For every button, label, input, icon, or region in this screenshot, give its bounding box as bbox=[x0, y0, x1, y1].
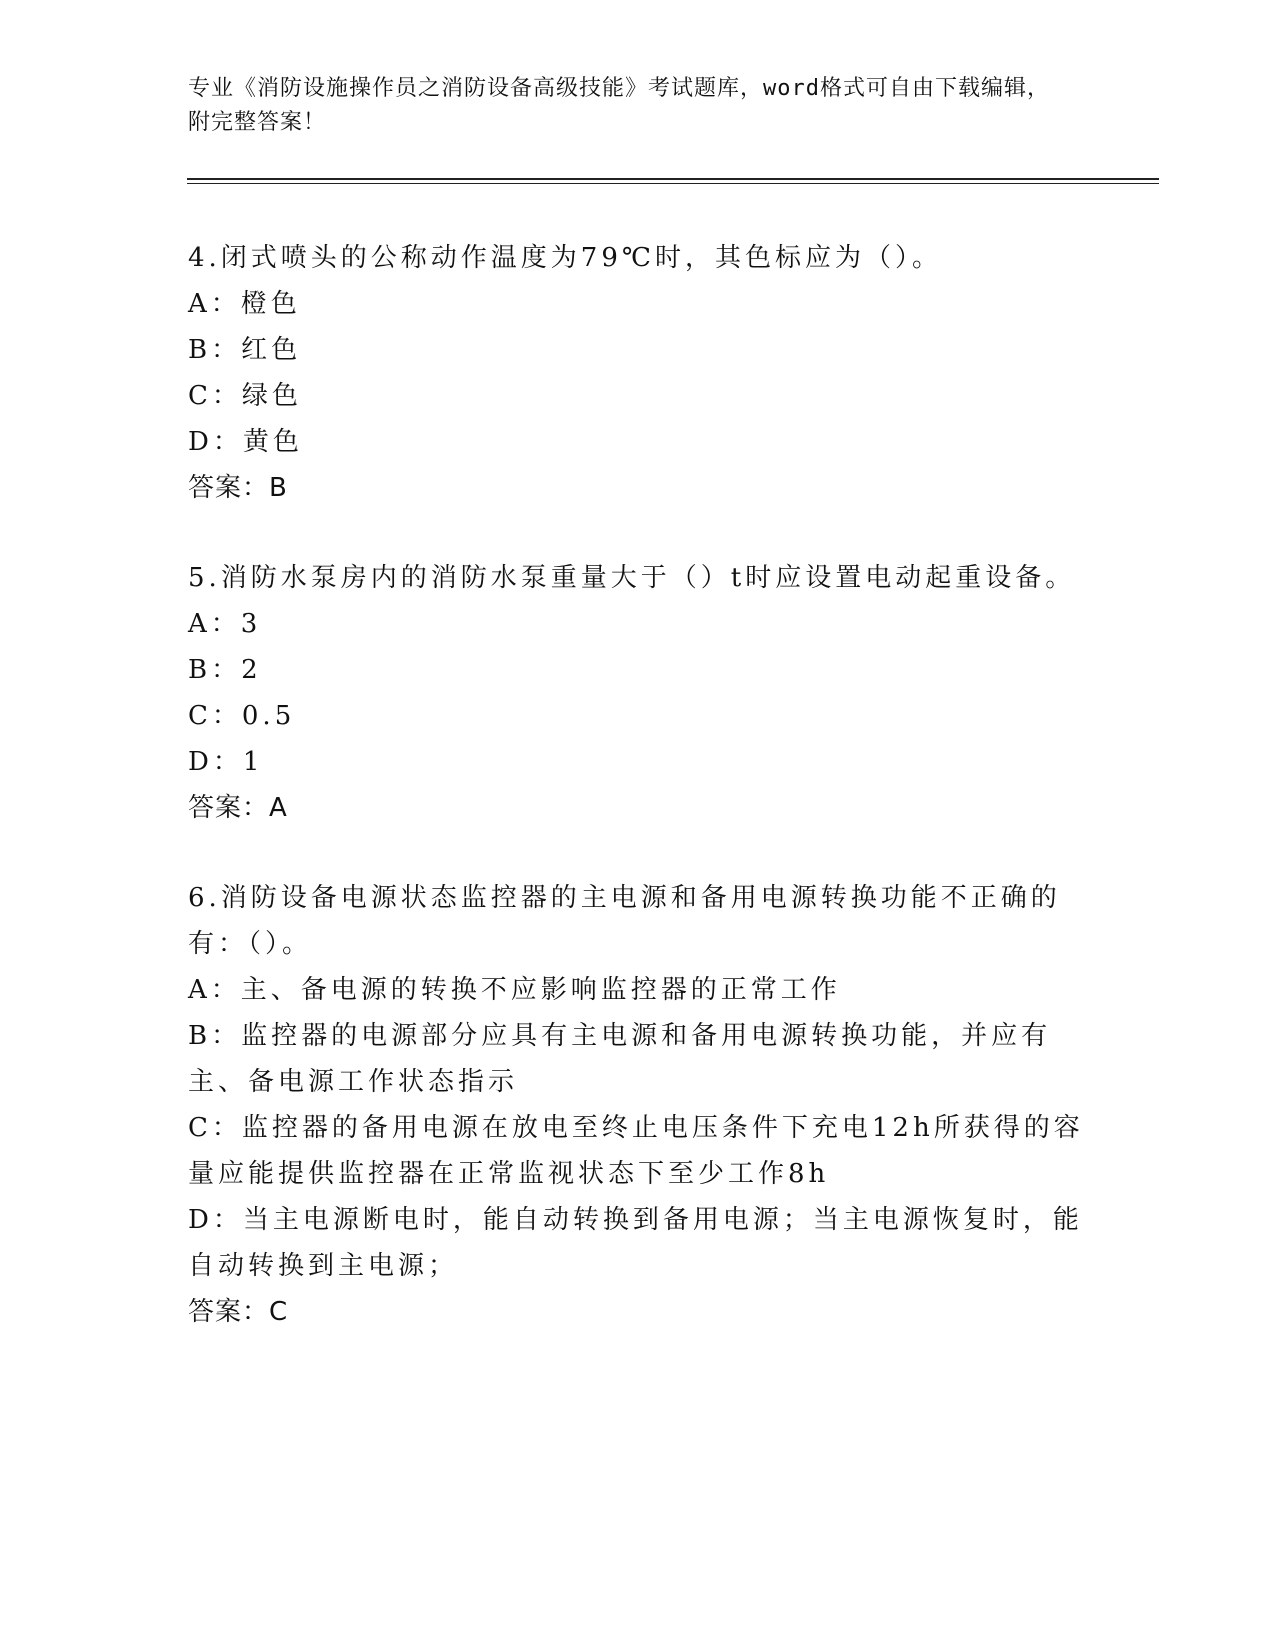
option-b: B：监控器的电源部分应具有主电源和备用电源转换功能，并应有主、备电源工作状态指示 bbox=[188, 1021, 1052, 1097]
answer: 答案：B bbox=[188, 473, 288, 503]
option-c: C：绿色 bbox=[188, 381, 302, 411]
option-a: A：橙色 bbox=[188, 289, 301, 319]
document-header: 专业《消防设施操作员之消防设备高级技能》考试题库，word格式可自由下载编辑，附完整答案！ bbox=[188, 76, 1050, 135]
option-b: B：红色 bbox=[188, 335, 302, 365]
option-d: D：1 bbox=[188, 747, 264, 777]
option-c: C：0.5 bbox=[188, 701, 296, 731]
option-c: C：监控器的备用电源在放电至终止电压条件下充电12h所获得的容量应能提供监控器在正常监视状态下至少工作8h bbox=[188, 1113, 1084, 1189]
option-b: B：2 bbox=[188, 655, 262, 685]
option-d: D：黄色 bbox=[188, 427, 303, 457]
question-4 bbox=[188, 235, 1088, 511]
answer: 答案：A bbox=[188, 793, 288, 823]
option-a: A：主、备电源的转换不应影响监控器的正常工作 bbox=[188, 975, 841, 1005]
question-6 bbox=[188, 875, 1088, 1335]
question-stem: 6.消防设备电源状态监控器的主电源和备用电源转换功能不正确的有：（）。 bbox=[188, 883, 1061, 959]
option-d: D：当主电源断电时，能自动转换到备用电源；当主电源恢复时，能自动转换到主电源； bbox=[188, 1205, 1083, 1281]
header-divider-thick bbox=[187, 178, 1159, 180]
question-5 bbox=[188, 555, 1088, 831]
question-stem: 5.消防水泵房内的消防水泵重量大于（）t时应设置电动起重设备。 bbox=[188, 563, 1076, 593]
header-divider-thin bbox=[187, 183, 1159, 184]
question-stem: 4.闭式喷头的公称动作温度为79℃时，其色标应为（）。 bbox=[188, 243, 942, 273]
answer: 答案：C bbox=[188, 1297, 289, 1327]
option-a: A：3 bbox=[188, 609, 262, 639]
